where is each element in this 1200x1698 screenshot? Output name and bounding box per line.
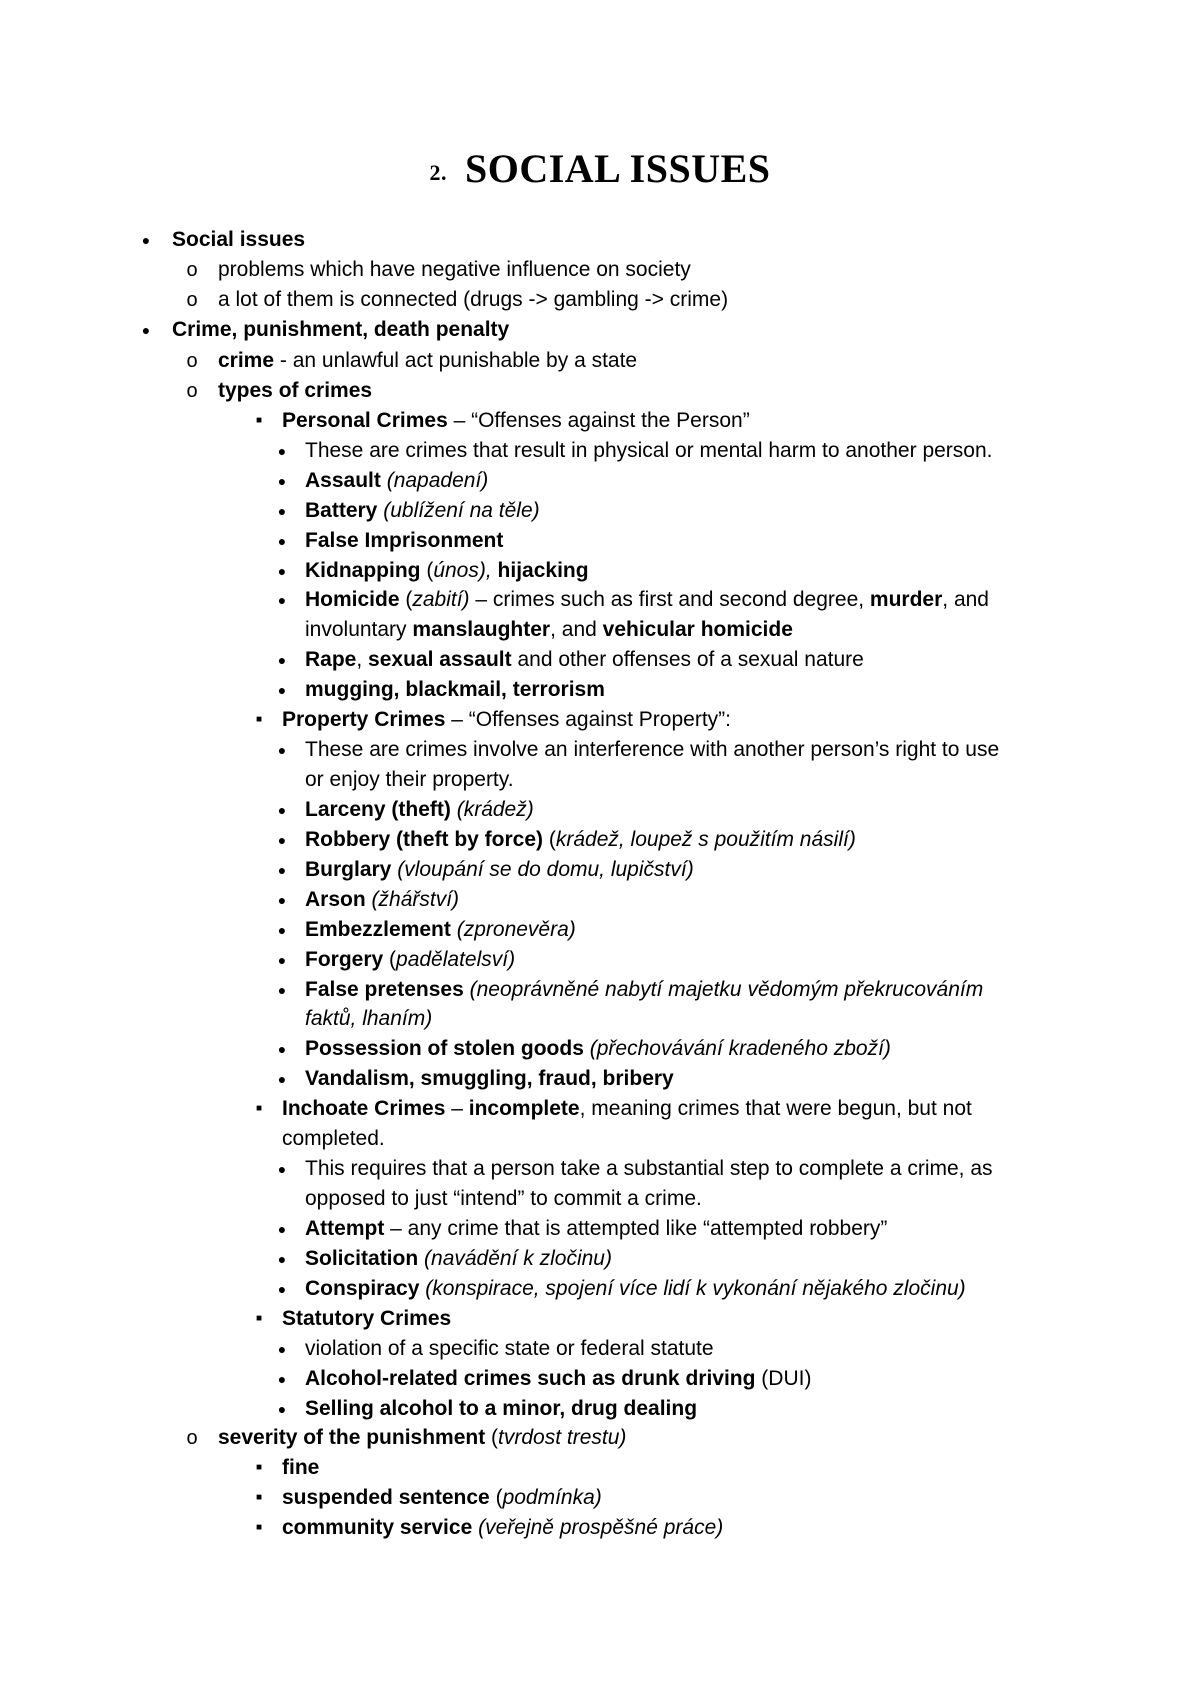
list-item-robbery <box>305 828 856 852</box>
list-item-text: – any crime that is attempted like “attempted robbery” <box>384 1217 888 1240</box>
filled-bullet-icon: ● <box>141 232 151 248</box>
hollow-bullet-icon: o <box>186 289 198 311</box>
list-item-text: murder <box>869 588 943 611</box>
list-item-inchoate-desc-2 <box>305 1187 702 1211</box>
list-item-text: (ublížení na těle) <box>383 499 540 522</box>
list-item-forgery <box>305 948 515 972</box>
list-item-text: incomplete <box>468 1097 580 1120</box>
list-item-social-issues <box>172 228 305 252</box>
list-item-text: ( <box>399 588 413 611</box>
list-item-inchoate-crimes <box>282 1097 972 1121</box>
list-item-text: , and <box>942 588 989 611</box>
list-item-text: Personal Crimes <box>282 409 448 432</box>
list-item-text: Selling alcohol to a minor, drug dealing <box>305 1397 698 1420</box>
list-item-text: (navádění k zločinu) <box>424 1247 612 1270</box>
list-item-text: Burglary <box>305 858 392 881</box>
list-item-text: , <box>356 648 369 671</box>
list-item-false-pretenses <box>305 978 983 1002</box>
list-item-alcohol-related <box>305 1367 811 1391</box>
filled-bullet-icon: ● <box>277 952 287 968</box>
filled-bullet-icon: ● <box>277 742 287 758</box>
list-item-text: ( <box>420 559 434 582</box>
list-item-property-crimes <box>282 708 731 732</box>
list-item-text: krádež, loupež s použitím násilí) <box>555 828 856 851</box>
list-item-embezzlement <box>305 918 576 942</box>
list-item-text: problems which have negative influence on society <box>218 258 691 281</box>
list-item-assault <box>305 469 488 493</box>
list-item-arson <box>305 888 459 912</box>
filled-bullet-icon: ● <box>277 682 287 698</box>
list-item-crime-punishment <box>172 318 509 342</box>
list-item-solicitation <box>305 1247 612 1271</box>
filled-bullet-icon: ● <box>277 1041 287 1057</box>
list-item-personal-crimes <box>282 409 750 433</box>
list-item-larceny <box>305 798 534 822</box>
list-item-false-imprisonment <box>305 529 503 553</box>
list-item-text: tvrdost trestu) <box>498 1426 627 1449</box>
list-item-text: Alcohol-related crimes such as drunk driving <box>305 1367 756 1390</box>
list-item-text: (neoprávněné nabytí majetku vědomým překrucováním <box>469 978 984 1001</box>
filled-bullet-icon: ● <box>277 892 287 908</box>
list-item-inchoate-2 <box>282 1127 385 1151</box>
list-item-text: These are crimes that result in physical or mental harm to another person. <box>305 439 993 462</box>
filled-bullet-icon: ● <box>277 1221 287 1237</box>
list-item-severity <box>218 1426 626 1450</box>
list-item-text: Vandalism, smuggling, fraud, bribery <box>305 1067 674 1090</box>
filled-bullet-icon: ● <box>277 922 287 938</box>
filled-bullet-icon: ● <box>277 1161 287 1177</box>
filled-bullet-icon: ● <box>277 592 287 608</box>
filled-bullet-icon: ● <box>277 443 287 459</box>
list-item-text: manslaughter <box>412 618 551 641</box>
list-item-text: – crimes such as first and second degree, <box>469 588 870 611</box>
list-item-text: (krádež) <box>456 798 534 821</box>
list-item-text: Homicide <box>305 588 400 611</box>
list-item-community-service <box>282 1516 723 1540</box>
list-item-text: This requires that a person take a substantial step to complete a crime, as <box>305 1157 993 1180</box>
list-item-text: hijacking <box>497 559 589 582</box>
list-item-text: (zpronevěra) <box>456 918 576 941</box>
list-item-text: severity of the punishment <box>218 1426 486 1449</box>
list-item-text: (napadení) <box>386 469 489 492</box>
square-bullet-icon: ■ <box>255 1103 263 1114</box>
list-item-text: Rape <box>305 648 357 671</box>
list-item-text: and other offenses of a sexual nature <box>511 648 864 671</box>
list-item-text: vehicular homicide <box>602 618 793 641</box>
list-item-statutory-desc <box>305 1337 714 1361</box>
list-item-text: Possession of stolen goods <box>305 1037 584 1060</box>
list-item-text: Embezzlement <box>305 918 451 941</box>
list-item-fine <box>282 1456 319 1480</box>
filled-bullet-icon: ● <box>277 1371 287 1387</box>
list-item-connected <box>218 288 728 312</box>
list-item-text: These are crimes involve an interference with another person’s right to use <box>305 738 1000 761</box>
hollow-bullet-icon: o <box>186 1427 198 1449</box>
hollow-bullet-icon: o <box>186 380 198 402</box>
list-item-text: Property Crimes <box>282 708 446 731</box>
list-item-text: Solicitation <box>305 1247 419 1270</box>
list-item-false-pretenses-2 <box>305 1007 432 1031</box>
list-item-text: , meaning crimes that were begun, but not <box>579 1097 972 1120</box>
hollow-bullet-icon: o <box>186 259 198 281</box>
list-item-battery <box>305 499 540 523</box>
filled-bullet-icon: ● <box>141 322 151 338</box>
filled-bullet-icon: ● <box>277 1251 287 1267</box>
filled-bullet-icon: ● <box>277 1071 287 1087</box>
list-item-text: (konspirace, spojení více lidí k vykonání nějakého zločinu) <box>425 1277 966 1300</box>
list-item-text: types of crimes <box>218 379 373 402</box>
list-item-kidnapping <box>305 559 589 583</box>
list-item-suspended-sentence <box>282 1486 602 1510</box>
list-item-text: (vloupání se do domu, lupičství) <box>397 858 694 881</box>
list-item-text: ( <box>543 828 556 851</box>
list-item-text: (DUI) <box>755 1367 812 1390</box>
list-item-text: Inchoate Crimes <box>282 1097 446 1120</box>
filled-bullet-icon: ● <box>277 802 287 818</box>
list-item-types-of-crimes <box>218 379 372 403</box>
list-item-problems <box>218 258 691 282</box>
list-item-text: padělatelsví) <box>396 948 516 971</box>
hollow-bullet-icon: o <box>186 350 198 372</box>
list-item-text: mugging, blackmail, terrorism <box>305 678 605 701</box>
list-item-text: sexual assault <box>368 648 512 671</box>
list-item-property-desc-2 <box>305 768 514 792</box>
square-bullet-icon: ■ <box>255 1313 263 1324</box>
filled-bullet-icon: ● <box>277 473 287 489</box>
list-item-text: involuntary <box>305 618 413 641</box>
list-item-inchoate-desc <box>305 1157 993 1181</box>
list-item-rape <box>305 648 864 672</box>
page-title <box>0 145 1200 192</box>
list-item-text: False Imprisonment <box>305 529 504 552</box>
filled-bullet-icon: ● <box>277 652 287 668</box>
list-item-text: Robbery (theft by force) <box>305 828 544 851</box>
list-item-text: Statutory Crimes <box>282 1307 452 1330</box>
list-item-text: Attempt <box>305 1217 385 1240</box>
list-item-text: Conspiracy <box>305 1277 420 1300</box>
list-item-attempt <box>305 1217 887 1241</box>
list-item-homicide <box>305 588 989 612</box>
filled-bullet-icon: ● <box>277 832 287 848</box>
list-item-selling-alcohol <box>305 1397 697 1421</box>
filled-bullet-icon: ● <box>277 1341 287 1357</box>
list-item-text: Arson <box>305 888 366 911</box>
list-item-text: , and <box>550 618 603 641</box>
filled-bullet-icon: ● <box>277 503 287 519</box>
list-item-text: (přechovávání kradeného zboží) <box>589 1037 891 1060</box>
list-item-text: or enjoy their property. <box>305 768 514 791</box>
list-item-mugging <box>305 678 605 702</box>
filled-bullet-icon: ● <box>277 1401 287 1417</box>
list-item-crime-def <box>218 349 637 373</box>
filled-bullet-icon: ● <box>277 533 287 549</box>
list-item-text: faktů, lhaním) <box>305 1007 433 1030</box>
filled-bullet-icon: ● <box>277 1281 287 1297</box>
list-item-text: – <box>445 1097 469 1120</box>
list-item-text: crime <box>218 349 275 372</box>
list-item-text: Forgery <box>305 948 384 971</box>
filled-bullet-icon: ● <box>277 563 287 579</box>
list-item-text: Crime, punishment, death penalty <box>172 318 510 341</box>
filled-bullet-icon: ● <box>277 862 287 878</box>
list-item-conspiracy <box>305 1277 966 1301</box>
square-bullet-icon: ■ <box>255 1522 263 1533</box>
square-bullet-icon: ■ <box>255 415 263 426</box>
list-item-personal-desc <box>305 439 992 463</box>
list-item-text: opposed to just “intend” to commit a crime. <box>305 1187 702 1210</box>
list-item-homicide-2 <box>305 618 793 642</box>
list-item-text: completed. <box>282 1127 385 1150</box>
list-item-text: Social issues <box>172 228 306 251</box>
list-item-property-desc <box>305 738 999 762</box>
list-item-text: (veřejně prospěšné práce) <box>478 1516 724 1539</box>
list-item-text: – “Offenses against Property”: <box>445 708 731 731</box>
list-item-burglary <box>305 858 694 882</box>
list-item-text: (žhářství) <box>371 888 460 911</box>
square-bullet-icon: ■ <box>255 714 263 725</box>
list-item-vandalism <box>305 1067 674 1091</box>
list-item-text: fine <box>282 1456 320 1479</box>
list-item-text: ( <box>485 1426 499 1449</box>
list-item-text: community service <box>282 1516 473 1539</box>
list-item-text: únos), <box>433 559 492 582</box>
list-item-text: ( <box>489 1486 503 1509</box>
list-item-text: Larceny (theft) <box>305 798 451 821</box>
list-item-statutory-crimes <box>282 1307 451 1331</box>
list-item-text: False pretenses <box>305 978 464 1001</box>
list-item-text: a lot of them is connected (drugs -> gambling -> crime) <box>218 288 729 311</box>
square-bullet-icon: ■ <box>255 1462 263 1473</box>
list-item-text: Kidnapping <box>305 559 421 582</box>
list-item-text: ( <box>383 948 397 971</box>
section-number: 2. <box>429 160 447 185</box>
list-item-text: – “Offenses against the Person” <box>447 409 750 432</box>
list-item-text: Battery <box>305 499 378 522</box>
list-item-possession <box>305 1037 891 1061</box>
list-item-text: violation of a specific state or federal statute <box>305 1337 714 1360</box>
list-item-text: zabití) <box>412 588 470 611</box>
list-item-text: Assault <box>305 469 381 492</box>
list-item-text: podmínka) <box>502 1486 602 1509</box>
square-bullet-icon: ■ <box>255 1492 263 1503</box>
title-text: SOCIAL ISSUES <box>464 146 771 191</box>
list-item-text: - an unlawful act punishable by a state <box>274 349 638 372</box>
list-item-text: suspended sentence <box>282 1486 490 1509</box>
filled-bullet-icon: ● <box>277 982 287 998</box>
